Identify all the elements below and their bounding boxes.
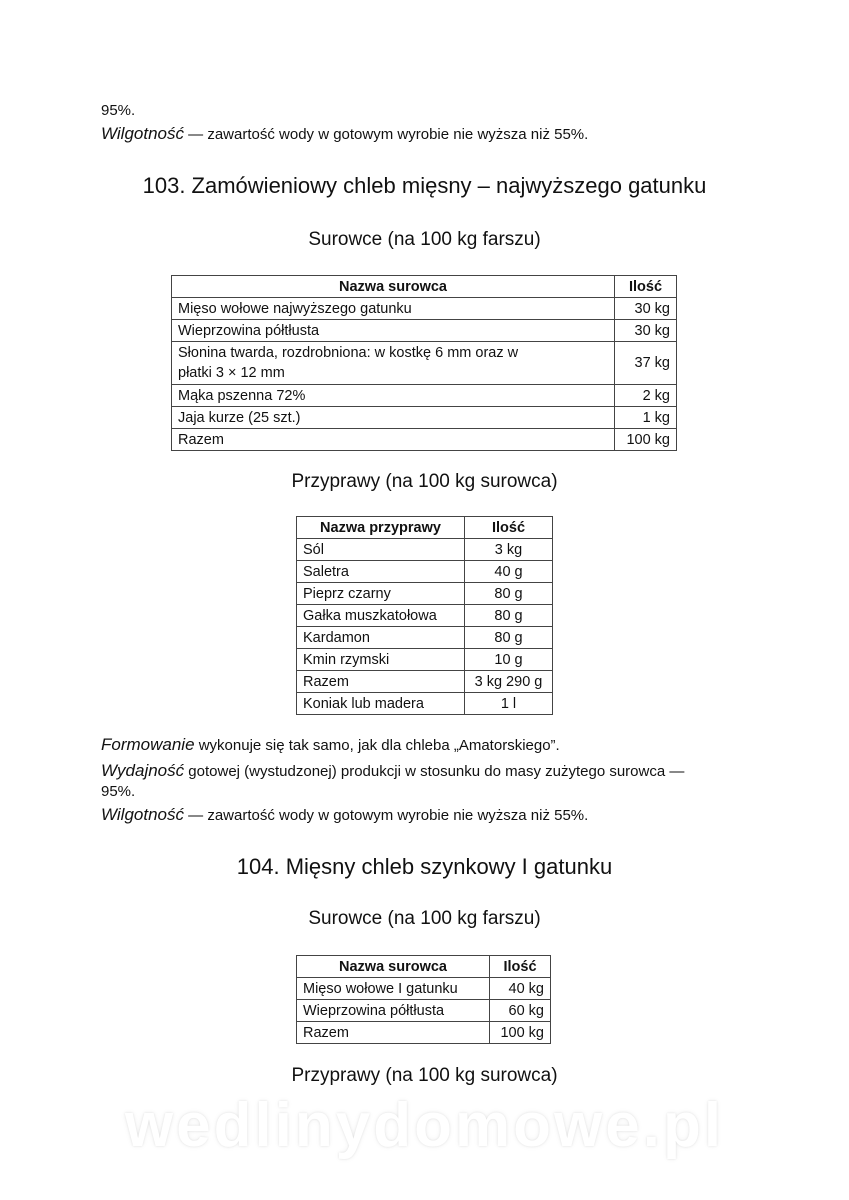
wydajnosc-term: Wydajność	[101, 761, 185, 780]
cell-name: Mąka pszenna 72%	[172, 385, 615, 407]
table-row	[297, 627, 553, 649]
wilgotnosc-term: Wilgotność	[101, 124, 184, 143]
section-103-spices-title: Przyprawy (na 100 kg surowca)	[291, 471, 558, 492]
table-row	[297, 978, 551, 1000]
cell-quantity: 100 kg	[615, 429, 677, 451]
table-header-row	[297, 956, 551, 978]
column-header-name: Nazwa przyprawy	[297, 517, 465, 539]
wydajnosc-line	[101, 761, 684, 782]
section-103-raw-materials-title: Surowce (na 100 kg farszu)	[308, 229, 541, 250]
table-row	[172, 385, 677, 407]
wilgotnosc-term: Wilgotność	[101, 805, 184, 824]
cell-name: Jaja kurze (25 szt.)	[172, 407, 615, 429]
table-row	[297, 649, 553, 671]
formowanie-term: Formowanie	[101, 735, 195, 754]
wydajnosc-continuation-line	[101, 782, 135, 802]
table-row	[297, 561, 553, 583]
cell-name: Pieprz czarny	[297, 583, 465, 605]
section-103-spices-table	[296, 516, 553, 715]
cell-name: Wieprzowina półtłusta	[297, 1000, 490, 1022]
cell-name: Razem	[172, 429, 615, 451]
table-header-row	[172, 276, 677, 298]
cell-name: Gałka muszkatołowa	[297, 605, 465, 627]
table-row	[172, 342, 677, 385]
cell-name: Koniak lub madera	[297, 693, 465, 715]
intro-continuation-line	[101, 101, 135, 121]
watermark: wedlinydomowe.pl	[124, 1091, 725, 1160]
cell-name: Razem	[297, 671, 465, 693]
cell-quantity: 37 kg	[615, 342, 677, 385]
cell-name: Mięso wołowe najwyższego gatunku	[172, 298, 615, 320]
wydajnosc-continuation-text: 95%.	[101, 783, 136, 800]
table-row	[297, 693, 553, 715]
column-header-quantity: Ilość	[615, 276, 677, 298]
table-row	[297, 539, 553, 561]
cell-name	[172, 342, 615, 385]
section-103-wilgotnosc-line	[101, 805, 588, 826]
cell-name: Wieprzowina półtłusta	[172, 320, 615, 342]
table-row	[172, 407, 677, 429]
table-row	[297, 1000, 551, 1022]
section-104-spices-title: Przyprawy (na 100 kg surowca)	[291, 1065, 558, 1086]
cell-name: Mięso wołowe I gatunku	[297, 978, 490, 1000]
intro-line-text: 95%.	[101, 102, 136, 119]
section-104-title: 104. Mięsny chleb szynkowy I gatunku	[236, 854, 613, 879]
table-header-row	[297, 517, 553, 539]
column-header-name: Nazwa surowca	[297, 956, 490, 978]
cell-name-line-1: Słonina twarda, rozdrobniona: w kostkę 6 mm oraz w	[178, 345, 519, 361]
section-104-raw-materials-table	[296, 955, 551, 1044]
table-row	[172, 429, 677, 451]
table-row	[297, 1022, 551, 1044]
cell-quantity: 80 g	[465, 583, 553, 605]
formowanie-line	[101, 735, 560, 756]
cell-quantity: 80 g	[465, 627, 553, 649]
table-row	[297, 583, 553, 605]
column-header-quantity: Ilość	[490, 956, 551, 978]
table-row	[172, 320, 677, 342]
wilgotnosc-text: — zawartość wody w gotowym wyrobie nie wyższa niż 55%.	[184, 807, 589, 824]
cell-quantity: 3 kg 290 g	[465, 671, 553, 693]
column-header-quantity: Ilość	[465, 517, 553, 539]
cell-quantity: 60 kg	[490, 1000, 551, 1022]
cell-quantity: 30 kg	[615, 320, 677, 342]
intro-wilgotnosc-line	[101, 124, 588, 145]
cell-quantity: 1 l	[465, 693, 553, 715]
table-row	[297, 671, 553, 693]
formowanie-text: wykonuje się tak samo, jak dla chleba „Amatorskiego”.	[194, 737, 560, 754]
column-header-name: Nazwa surowca	[172, 276, 615, 298]
cell-name: Kardamon	[297, 627, 465, 649]
wydajnosc-text: gotowej (wystudzonej) produkcji w stosunku do masy zużytego surowca —	[184, 763, 685, 780]
cell-quantity: 40 kg	[490, 978, 551, 1000]
cell-quantity: 40 g	[465, 561, 553, 583]
cell-quantity: 100 kg	[490, 1022, 551, 1044]
cell-quantity: 3 kg	[465, 539, 553, 561]
cell-quantity: 80 g	[465, 605, 553, 627]
section-103-title: 103. Zamówieniowy chleb mięsny – najwyższego gatunku	[142, 173, 707, 198]
wilgotnosc-text: — zawartość wody w gotowym wyrobie nie wyższa niż 55%.	[184, 126, 589, 143]
cell-name: Kmin rzymski	[297, 649, 465, 671]
cell-quantity: 10 g	[465, 649, 553, 671]
section-103-raw-materials-table	[171, 275, 677, 451]
table-row	[172, 298, 677, 320]
cell-quantity: 2 kg	[615, 385, 677, 407]
cell-name: Razem	[297, 1022, 490, 1044]
cell-name-line-2: płatki 3 × 12 mm	[178, 365, 285, 381]
section-104-raw-materials-title: Surowce (na 100 kg farszu)	[308, 908, 541, 929]
cell-name: Saletra	[297, 561, 465, 583]
table-row	[297, 605, 553, 627]
cell-quantity: 1 kg	[615, 407, 677, 429]
cell-name: Sól	[297, 539, 465, 561]
cell-quantity: 30 kg	[615, 298, 677, 320]
